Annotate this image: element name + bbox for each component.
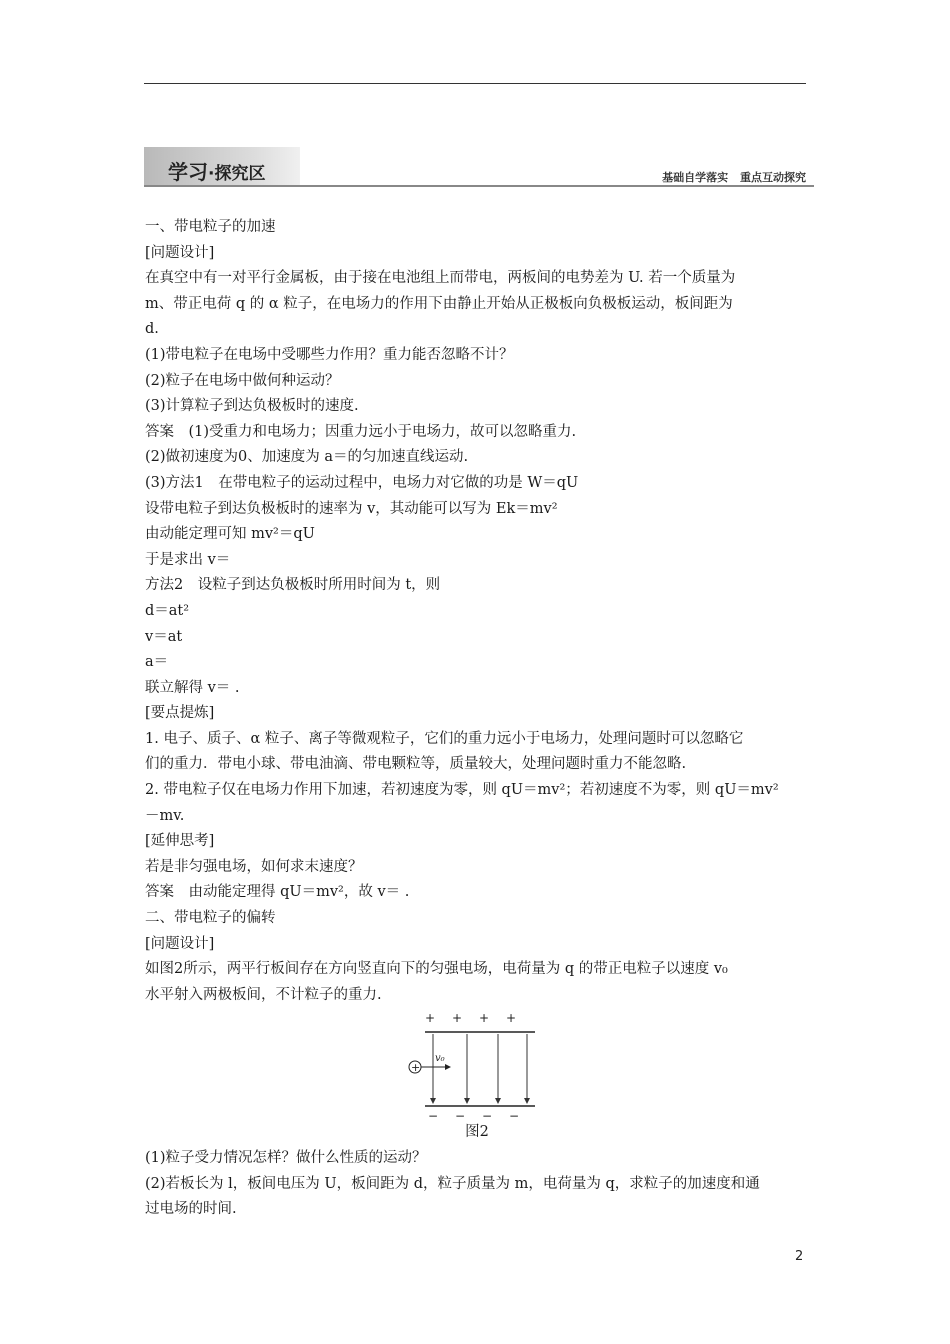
text-line: 水平射入两极板间，不计粒子的重力. [145,986,382,1003]
text-block-after [145,1146,809,1223]
text-line: 二、带电粒子的偏转 [145,910,276,927]
velocity-arrowhead [445,1064,451,1070]
text-line: 如图2所示，两平行板间存在方向竖直向下的匀强电场，电荷量为 q 的带正电粒子以速度 v₀ [145,961,728,978]
text-line: 在真空中有一对平行金属板，由于接在电池组上而带电，两板间的电势差为 U. 若一个质量为 [145,270,736,287]
text-line: 一、带电粒子的加速 [145,219,276,235]
text-line: 设带电粒子到达负极板时的速率为 v，其动能可以写为 Ek＝mv² [145,500,558,517]
minus-sign: − [482,1109,493,1121]
text-line: 答案 (1)受重力和电场力；因重力远小于电场力，故可以忽略重力. [145,423,577,440]
text-line: 2. 带电粒子仅在电场力作用下加速，若初速度为零，则 qU＝mv²；若初速度不为零，则 qU＝mv² [145,782,779,799]
text-line: v＝at [145,628,183,645]
text-line: 联立解得 v＝ . [145,679,240,696]
text-line: 于是求出 v＝ [145,551,231,568]
text-line: 若是非匀强电场，如何求末速度？ [145,858,363,875]
text-line: [问题设计] [145,244,215,261]
parallel-plates-diagram [405,1012,545,1120]
text-line: 过电场的时间. [145,1201,237,1218]
banner-title-sub: ·探究区 [208,164,266,184]
velocity-label: v₀ [435,1053,445,1065]
text-line: (2)若板长为 l，板间电压为 U，板间距为 d，粒子质量为 m，电荷量为 q，求粒子的加速度和通 [145,1175,760,1192]
arrowhead [524,1098,530,1104]
text-block-main [145,215,809,1008]
text-line: (2)粒子在电场中做何种运动？ [145,372,340,389]
text-line: d. [145,321,159,338]
plus-sign: + [452,1012,463,1026]
text-line: (3)计算粒子到达负极板时的速度. [145,398,359,415]
text-line: a＝ [145,654,169,671]
text-line: [要点提炼] [145,705,215,722]
arrowhead [495,1098,501,1104]
figure-2 [145,1012,809,1120]
text-line: m、带正电荷 q 的 α 粒子，在电场力的作用下由静止开始从正极板向负极板运动，板间距为 [145,295,733,312]
banner-rule [144,185,814,187]
minus-sign: − [455,1109,466,1121]
arrowhead [464,1098,470,1104]
text-line: 由动能定理可知 mv²＝qU [145,526,315,543]
plus-sign: + [479,1012,490,1026]
charge-symbol: + [411,1061,421,1075]
text-line: －mv. [145,807,185,824]
figure-caption: 图2 [465,1124,489,1141]
text-line: [延伸思考] [145,833,215,850]
minus-sign: − [509,1109,520,1121]
text-line: 们的重力．带电小球、带电油滴、带电颗粒等，质量较大，处理问题时重力不能忽略. [145,756,687,773]
text-line: (3)方法1 在带电粒子的运动过程中，电场力对它做的功是 W＝qU [145,474,579,491]
section-banner [144,147,814,187]
text-line: 答案 由动能定理得 qU＝mv²，故 v＝ . [145,884,410,901]
banner-title [168,156,265,185]
banner-title-main: 学习 [168,160,208,184]
plus-sign: + [506,1012,517,1026]
text-line: 方法2 设粒子到达负极板时所用时间为 t，则 [145,577,441,594]
text-line: d＝at² [145,602,190,619]
arrowhead [430,1098,436,1104]
text-line: (1)粒子受力情况怎样？做什么性质的运动？ [145,1150,427,1166]
document-body [145,215,809,1223]
minus-sign: − [428,1109,439,1121]
plus-sign: + [425,1012,436,1026]
text-line: [问题设计] [145,935,215,952]
page-number: 2 [795,1249,804,1264]
text-line: (1)带电粒子在电场中受哪些力作用？重力能否忽略不计？ [145,346,514,363]
banner-right-text: 基础自学落实 重点互动探究 [662,171,806,184]
text-line: (2)做初速度为0、加速度为 a＝的匀加速直线运动. [145,449,469,466]
top-rule [144,83,806,84]
text-line: 1. 电子、质子、α 粒子、离子等微观粒子，它们的重力远小于电场力，处理问题时可以忽略它 [145,730,744,747]
